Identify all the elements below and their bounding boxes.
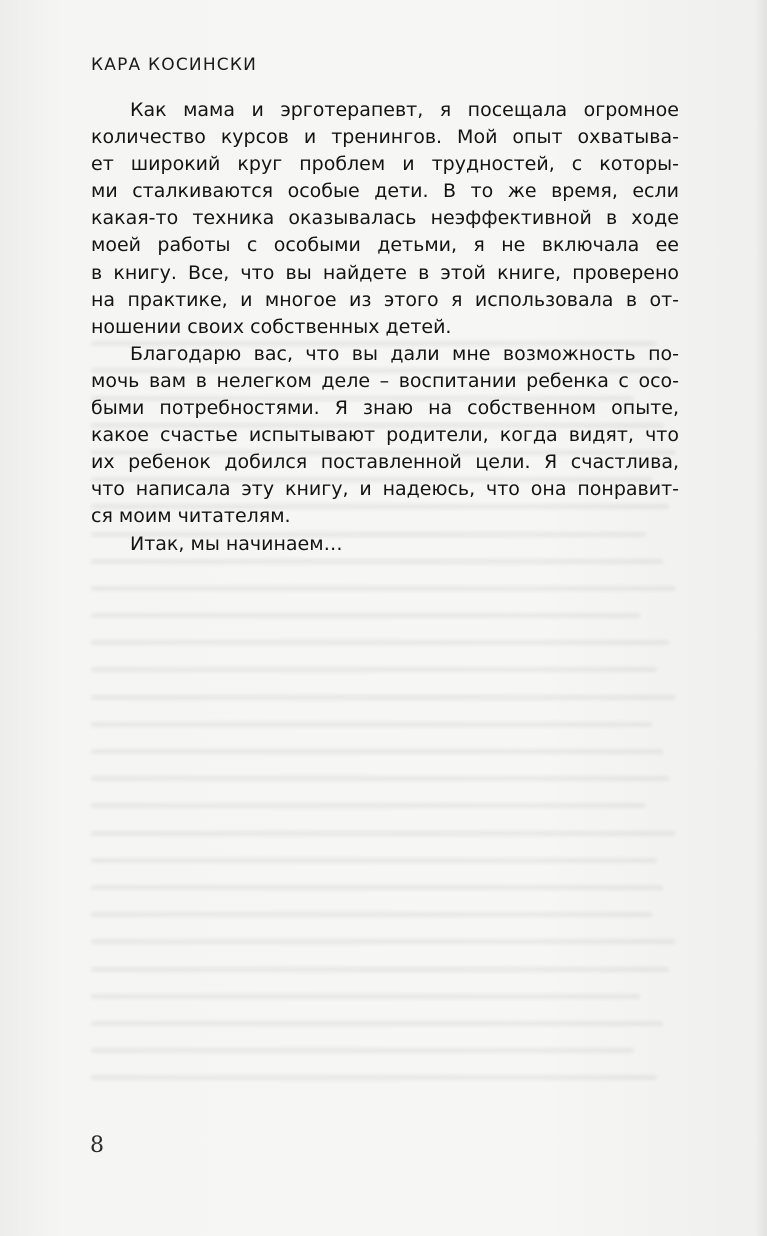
text-line: ся моим читателям. xyxy=(91,505,291,528)
paragraph-3 xyxy=(91,531,679,558)
page-edge-shadow xyxy=(755,0,767,1236)
text-line: Как мама и эрготерапевт, я посещала огромное xyxy=(130,99,679,121)
text-line: ет широкий круг проблем и трудностей, с которы- xyxy=(91,153,679,176)
bleed-line xyxy=(91,913,652,916)
body-text xyxy=(91,97,679,558)
text-line: Итак, мы начинаем… xyxy=(130,532,343,555)
bleed-line xyxy=(91,1049,634,1052)
running-header: КАРА КОСИНСКИ xyxy=(91,55,258,75)
bleed-line xyxy=(91,1022,663,1025)
bleed-line xyxy=(91,968,669,971)
text-line: какое счастье испытывают родители, когда видят, что xyxy=(91,424,679,447)
text-line: Благодарю вас, что вы дали мне возможность по- xyxy=(130,342,679,365)
text-line: в книгу. Все, что вы найдете в этой книге, проверено xyxy=(91,261,679,284)
bleed-line xyxy=(91,560,663,563)
text-line: количество курсов и тренингов. Мой опыт охватыва- xyxy=(91,126,679,149)
page-number: 8 xyxy=(90,1133,104,1158)
bleed-line xyxy=(91,587,675,590)
text-line: ношении своих собственных детей. xyxy=(91,315,452,338)
bleed-line xyxy=(91,723,652,726)
paragraph-2 xyxy=(91,341,679,531)
bleed-line xyxy=(91,641,669,644)
text-line: какая-то техника оказывалась неэффективной в ходе xyxy=(91,207,679,230)
bleed-line xyxy=(91,777,669,780)
bleed-line xyxy=(91,750,663,753)
bleed-line xyxy=(91,832,675,835)
text-line: быми потребностями. Я знаю на собственном опыте, xyxy=(91,397,679,420)
bleed-line xyxy=(91,940,675,943)
paragraph-1 xyxy=(91,97,679,341)
bleed-line xyxy=(91,995,640,998)
text-line: их ребенок добился поставленной цели. Я счастлива, xyxy=(91,451,679,474)
bleed-line xyxy=(91,696,675,699)
bleed-line xyxy=(91,804,646,807)
bleed-line xyxy=(91,614,640,617)
text-line: ми сталкиваются особые дети. В то же время, если xyxy=(91,180,679,203)
bleed-line xyxy=(91,886,663,889)
text-line: на практике, и многое из этого я использовала в от- xyxy=(91,288,679,311)
text-line: что написала эту книгу, и надеюсь, что она понравит- xyxy=(91,478,679,501)
text-line: моей работы с особыми детьми, я не включала ее xyxy=(91,234,679,257)
text-line: мочь вам в нелегком деле – воспитании ребенка с осо- xyxy=(91,369,679,392)
bleed-line xyxy=(91,859,657,862)
bleed-line xyxy=(91,1076,657,1079)
bleed-line xyxy=(91,668,657,671)
